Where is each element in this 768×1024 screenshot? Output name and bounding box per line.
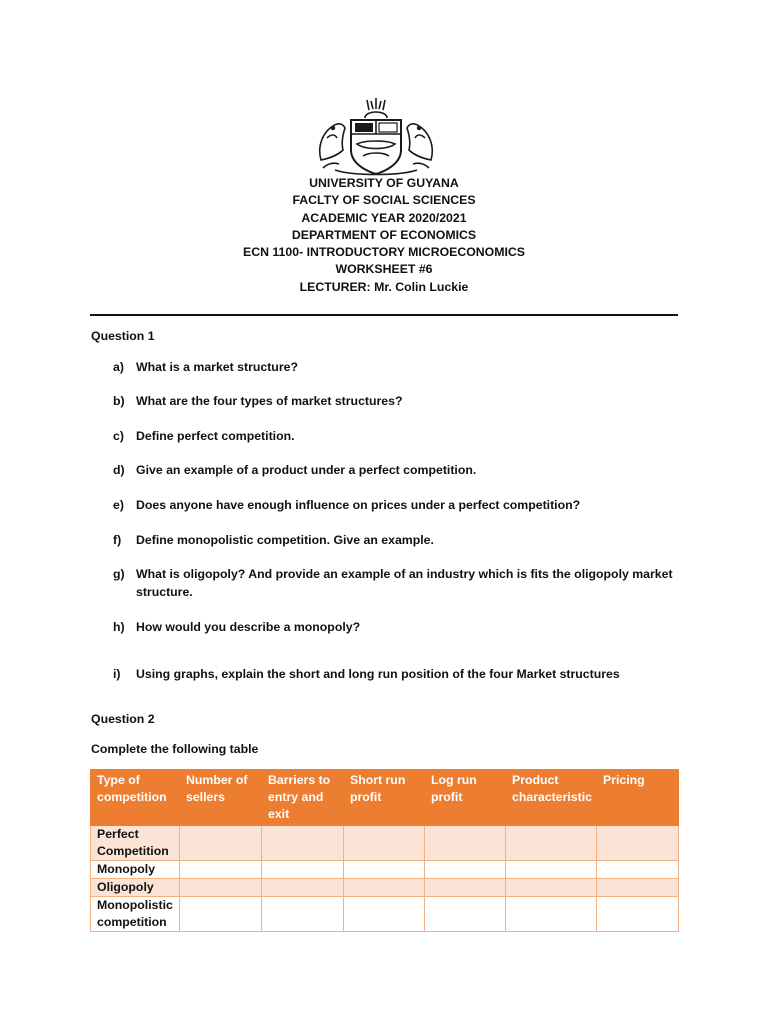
table-row (91, 861, 679, 879)
table-row (91, 897, 679, 932)
answer-cell[interactable] (344, 826, 425, 861)
item-letter: f) (113, 533, 122, 547)
item-letter: a) (113, 360, 124, 374)
market-structure-table (90, 769, 679, 932)
row-header: Oligopoly (91, 879, 180, 897)
item-text: How would you describe a monopoly? (136, 620, 361, 634)
question-1-heading: Question 1 (91, 329, 155, 343)
answer-cell[interactable] (425, 861, 506, 879)
answer-cell[interactable] (180, 879, 262, 897)
item-text: What is a market structure? (136, 360, 298, 374)
answer-cell[interactable] (425, 879, 506, 897)
column-header: Type of competition (91, 770, 180, 826)
department-name: DEPARTMENT OF ECONOMICS (291, 227, 477, 242)
column-header: Number of sellers (180, 770, 262, 826)
answer-cell[interactable] (506, 861, 597, 879)
answer-cell[interactable] (262, 826, 344, 861)
header-divider (90, 314, 678, 316)
item-text: Give an example of a product under a perfect competition. (136, 463, 477, 477)
course-title: ECN 1100- INTRODUCTORY MICROECONOMICS (243, 245, 525, 260)
answer-cell[interactable] (344, 861, 425, 879)
answer-cell[interactable] (597, 861, 679, 879)
table-row (91, 879, 679, 897)
row-header: Perfect Competition (91, 826, 180, 861)
column-header: Short run profit (344, 770, 425, 826)
question-2-instruction: Complete the following table (91, 742, 259, 756)
answer-cell[interactable] (180, 897, 262, 932)
item-text: Define monopolistic competition. Give an example. (136, 533, 434, 547)
column-header: Product characteristic (506, 770, 597, 826)
question-2-heading: Question 2 (91, 712, 155, 726)
university-crest-logo (313, 98, 439, 178)
answer-cell[interactable] (597, 897, 679, 932)
answer-cell[interactable] (262, 897, 344, 932)
column-header: Log run profit (425, 770, 506, 826)
table-header-row (91, 770, 679, 826)
answer-cell[interactable] (597, 879, 679, 897)
answer-cell[interactable] (506, 879, 597, 897)
item-letter: h) (113, 620, 125, 634)
item-letter: g) (113, 567, 125, 581)
answer-cell[interactable] (180, 826, 262, 861)
answer-cell[interactable] (344, 897, 425, 932)
column-header: Pricing (597, 770, 679, 826)
faculty-name: FACLTY OF SOCIAL SCIENCES (292, 193, 476, 208)
row-header: Monopolistic competition (91, 897, 180, 932)
item-letter: e) (113, 498, 124, 512)
item-letter: d) (113, 463, 125, 477)
table-row (91, 826, 679, 861)
item-letter: i) (113, 667, 121, 681)
item-letter: c) (113, 429, 124, 443)
answer-cell[interactable] (506, 897, 597, 932)
academic-year: ACADEMIC YEAR 2020/2021 (301, 210, 467, 225)
answer-cell[interactable] (425, 897, 506, 932)
item-text: What are the four types of market structures? (136, 394, 403, 408)
item-text: Using graphs, explain the short and long run position of the four Market structures (136, 667, 620, 681)
answer-cell[interactable] (180, 861, 262, 879)
answer-cell[interactable] (597, 826, 679, 861)
column-header: Barriers to entry and exit (262, 770, 344, 826)
answer-cell[interactable] (344, 879, 425, 897)
item-text: What is oligopoly? And provide an example of an industry which is fits the oligopoly market structure. (136, 567, 673, 599)
worksheet-number: WORKSHEET #6 (335, 262, 433, 277)
worksheet-header (0, 175, 768, 296)
answer-cell[interactable] (262, 879, 344, 897)
row-header: Monopoly (91, 861, 180, 879)
answer-cell[interactable] (425, 826, 506, 861)
item-text: Does anyone have enough influence on prices under a perfect competition? (136, 498, 581, 512)
answer-cell[interactable] (506, 826, 597, 861)
item-text: Define perfect competition. (136, 429, 295, 443)
lecturer-name: LECTURER: Mr. Colin Luckie (299, 279, 469, 294)
university-name: UNIVERSITY OF GUYANA (309, 176, 459, 190)
item-letter: b) (113, 394, 125, 408)
answer-cell[interactable] (262, 861, 344, 879)
